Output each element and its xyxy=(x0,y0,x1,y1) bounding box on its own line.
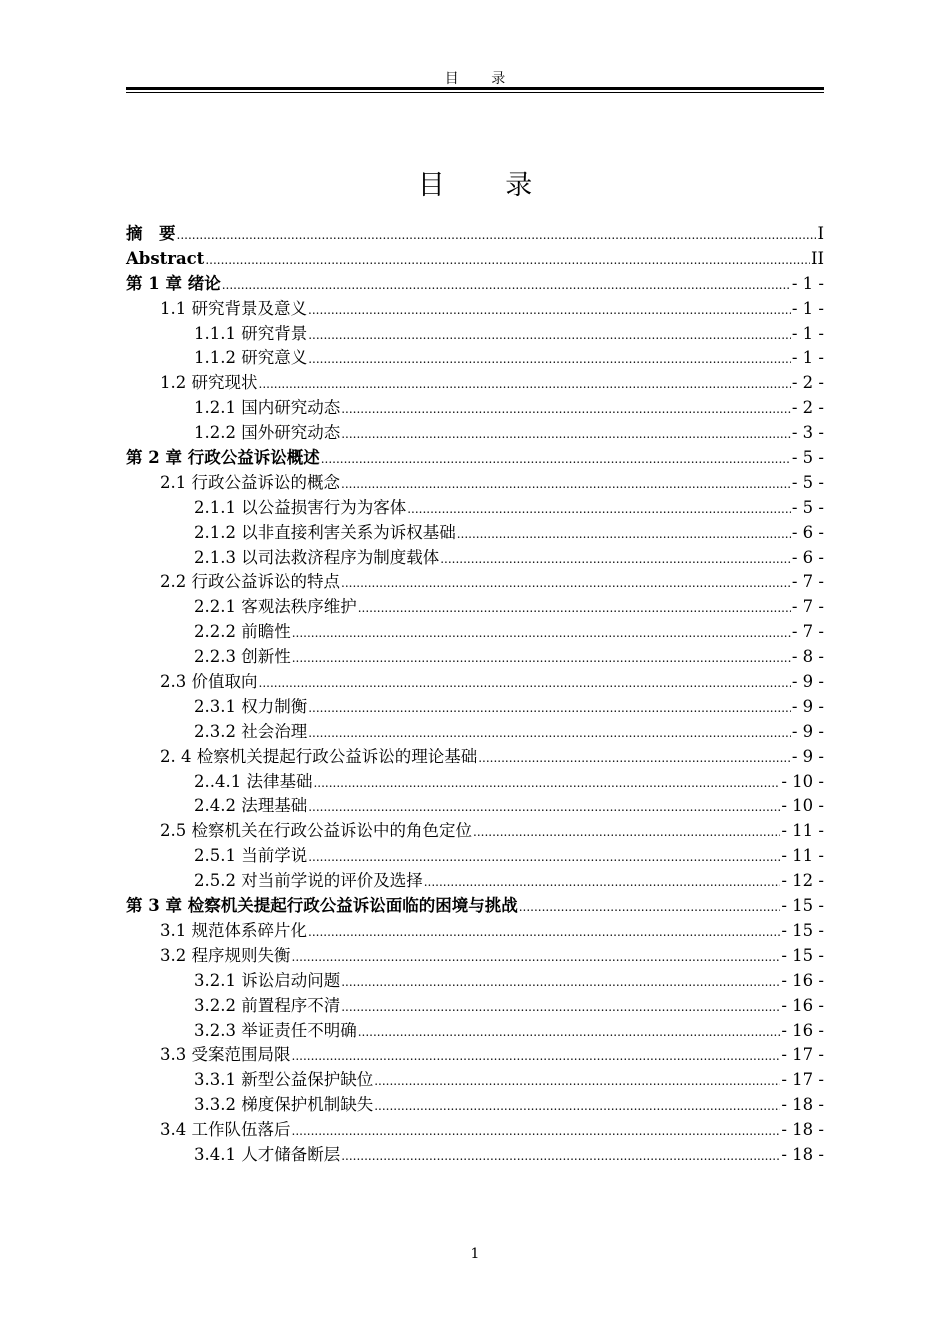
toc-leader-dots xyxy=(222,273,791,298)
toc-entry-page: I xyxy=(817,224,824,243)
toc-entry-label: 3.3 受案范围局限 xyxy=(160,1045,291,1065)
toc-entry-subsection[interactable] xyxy=(126,720,824,745)
toc-entry-subsection[interactable] xyxy=(126,844,824,869)
toc-leader-dots xyxy=(308,795,780,820)
toc-leader-dots xyxy=(308,721,791,746)
toc-entry-abstract-en[interactable] xyxy=(126,247,824,272)
toc-entry-label: 2.2.3 创新性 xyxy=(194,647,291,667)
toc-entry-page: - 16 - xyxy=(781,1020,824,1040)
toc-entry-label: 第 3 章 检察机关提起行政公益诉讼面临的困境与挑战 xyxy=(126,896,518,916)
toc-leader-dots xyxy=(292,1044,781,1069)
toc-entry-page: - 11 - xyxy=(781,846,824,866)
toc-entry-page: - 1 - xyxy=(791,348,824,368)
toc-entry-page: - 17 - xyxy=(781,1070,824,1090)
toc-entry-section[interactable] xyxy=(126,670,824,695)
toc-entry-subsection[interactable] xyxy=(126,396,824,421)
toc-entry-page: - 15 - xyxy=(781,896,824,916)
toc-entry-page: - 1 - xyxy=(791,273,824,293)
toc-leader-dots xyxy=(341,472,791,497)
toc-entry-page: - 7 - xyxy=(791,572,824,592)
toc-entry-subsection[interactable] xyxy=(126,969,824,994)
toc-entry-page: - 17 - xyxy=(781,1045,824,1065)
toc-entry-section[interactable] xyxy=(126,745,824,770)
toc-entry-subsection[interactable] xyxy=(126,1068,824,1093)
toc-leader-dots xyxy=(292,1119,781,1144)
toc-entry-label: 3.3.2 梯度保护机制缺失 xyxy=(194,1095,374,1115)
toc-leader-dots xyxy=(341,422,791,447)
toc-entry-page: - 5 - xyxy=(791,497,824,517)
toc-leader-dots xyxy=(308,920,780,945)
toc-leader-dots xyxy=(308,845,780,870)
header-rule-thin xyxy=(126,92,824,93)
toc-leader-dots xyxy=(177,223,817,248)
toc-entry-label: 2.1.2 以非直接利害关系为诉权基础 xyxy=(194,522,456,542)
toc-entry-label: 2.3.2 社会治理 xyxy=(194,721,308,741)
toc-leader-dots xyxy=(259,372,791,397)
toc-entry-section[interactable] xyxy=(126,371,824,396)
toc-entry-subsection[interactable] xyxy=(126,1019,824,1044)
toc-entry-section[interactable] xyxy=(126,944,824,969)
toc-entry-page: - 5 - xyxy=(791,448,824,468)
toc-leader-dots xyxy=(341,571,791,596)
toc-entry-section[interactable] xyxy=(126,471,824,496)
toc-leader-dots xyxy=(205,248,810,273)
toc-entry-subsection[interactable] xyxy=(126,421,824,446)
toc-entry-subsection[interactable] xyxy=(126,1093,824,1118)
toc-entry-page: - 18 - xyxy=(781,1120,824,1140)
toc-entry-label: 第 2 章 行政公益诉讼概述 xyxy=(126,448,320,468)
toc-leader-dots xyxy=(424,870,781,895)
toc-entry-label: 3.2.2 前置程序不清 xyxy=(194,995,341,1015)
toc-entry-page: - 1 - xyxy=(791,298,824,318)
toc-entry-subsection[interactable] xyxy=(126,994,824,1019)
toc-entry-subsection[interactable] xyxy=(126,346,824,371)
toc-leader-dots xyxy=(259,671,791,696)
toc-entry-label: 3.3.1 新型公益保护缺位 xyxy=(194,1070,374,1090)
toc-entry-abstract-cn[interactable] xyxy=(126,222,824,247)
toc-entry-section[interactable] xyxy=(126,570,824,595)
toc-leader-dots xyxy=(374,1094,780,1119)
toc-entry-page: - 15 - xyxy=(781,920,824,940)
toc-entry-subsection[interactable] xyxy=(126,521,824,546)
toc-entry-label: 摘 要 xyxy=(126,224,176,243)
toc-entry-page: - 1 - xyxy=(791,323,824,343)
toc-entry-subsection[interactable] xyxy=(126,322,824,347)
toc-entry-label: 3.2.1 诉讼启动问题 xyxy=(194,970,341,990)
toc-entry-page: - 6 - xyxy=(791,547,824,567)
toc-entry-label: 1.1.2 研究意义 xyxy=(194,348,308,368)
toc-entry-page: - 7 - xyxy=(791,597,824,617)
toc-leader-dots xyxy=(321,447,791,472)
table-of-contents xyxy=(126,222,824,1168)
toc-entry-subsection[interactable] xyxy=(126,496,824,521)
toc-entry-label: 2.5.2 对当前学说的评价及选择 xyxy=(194,871,423,891)
toc-leader-dots xyxy=(407,497,791,522)
toc-leader-dots xyxy=(440,547,791,572)
toc-entry-page: - 6 - xyxy=(791,522,824,542)
toc-entry-label: 3.2 程序规则失衡 xyxy=(160,945,291,965)
toc-entry-chapter-3[interactable] xyxy=(126,894,824,919)
toc-leader-dots xyxy=(358,1020,781,1045)
toc-entry-chapter-2[interactable] xyxy=(126,446,824,471)
toc-leader-dots xyxy=(341,397,791,422)
toc-entry-section[interactable] xyxy=(126,819,824,844)
toc-entry-page: - 18 - xyxy=(781,1144,824,1164)
toc-leader-dots xyxy=(457,522,791,547)
toc-leader-dots xyxy=(341,1144,780,1169)
toc-entry-label: 3.4 工作队伍落后 xyxy=(160,1120,291,1140)
toc-entry-label: 2.2 行政公益诉讼的特点 xyxy=(160,572,340,592)
toc-leader-dots xyxy=(374,1069,780,1094)
toc-leader-dots xyxy=(473,820,780,845)
toc-entry-page: - 9 - xyxy=(791,721,824,741)
toc-entry-page: - 18 - xyxy=(781,1095,824,1115)
toc-entry-page: - 7 - xyxy=(791,622,824,642)
toc-entry-page: - 16 - xyxy=(781,995,824,1015)
toc-entry-label: 2.3.1 权力制衡 xyxy=(194,696,308,716)
toc-leader-dots xyxy=(313,771,780,796)
toc-entry-subsection[interactable] xyxy=(126,620,824,645)
toc-entry-label: 1.2 研究现状 xyxy=(160,373,258,393)
toc-leader-dots xyxy=(292,646,791,671)
toc-leader-dots xyxy=(292,621,791,646)
page-number: 1 xyxy=(470,1246,480,1262)
toc-entry-page: - 5 - xyxy=(791,472,824,492)
toc-entry-label: 2. 4 检察机关提起行政公益诉讼的理论基础 xyxy=(160,746,478,766)
toc-entry-page: - 8 - xyxy=(791,647,824,667)
toc-entry-page: - 15 - xyxy=(781,945,824,965)
toc-leader-dots xyxy=(308,298,791,323)
toc-entry-label: Abstract xyxy=(126,248,205,268)
toc-entry-section[interactable] xyxy=(126,1118,824,1143)
running-header: 目 录 xyxy=(444,71,520,87)
toc-leader-dots xyxy=(308,347,791,372)
toc-entry-page: - 2 - xyxy=(791,398,824,418)
toc-entry-page: - 9 - xyxy=(791,696,824,716)
toc-leader-dots xyxy=(308,696,791,721)
toc-leader-dots xyxy=(292,945,781,970)
toc-entry-label: 3.2.3 举证责任不明确 xyxy=(194,1020,357,1040)
toc-entry-subsection[interactable] xyxy=(126,645,824,670)
toc-entry-label: 2.4.2 法理基础 xyxy=(194,796,308,816)
toc-entry-label: 1.1 研究背景及意义 xyxy=(160,298,307,318)
toc-entry-page: - 9 - xyxy=(791,746,824,766)
toc-entry-page: - 12 - xyxy=(781,871,824,891)
toc-entry-chapter-1[interactable] xyxy=(126,272,824,297)
toc-entry-subsection[interactable] xyxy=(126,770,824,795)
toc-leader-dots xyxy=(519,895,781,920)
toc-entry-section[interactable] xyxy=(126,919,824,944)
toc-entry-page: - 10 - xyxy=(781,796,824,816)
toc-entry-page: - 2 - xyxy=(791,373,824,393)
toc-entry-label: 2.2.2 前瞻性 xyxy=(194,622,291,642)
toc-entry-page: - 11 - xyxy=(781,821,824,841)
toc-entry-label: 2..4.1 法律基础 xyxy=(194,771,313,791)
toc-entry-page: - 10 - xyxy=(781,771,824,791)
toc-entry-page: II xyxy=(810,248,824,268)
page-title: 目 录 xyxy=(417,170,559,201)
toc-entry-subsection[interactable] xyxy=(126,869,824,894)
toc-entry-section[interactable] xyxy=(126,297,824,322)
toc-entry-label: 第 1 章 绪论 xyxy=(126,273,221,293)
toc-entry-label: 3.4.1 人才储备断层 xyxy=(194,1144,341,1164)
toc-entry-subsection[interactable] xyxy=(126,1143,824,1168)
header-rule-thick xyxy=(126,87,824,90)
toc-entry-label: 1.2.1 国内研究动态 xyxy=(194,398,341,418)
toc-entry-label: 2.1.1 以公益损害行为为客体 xyxy=(194,497,407,517)
toc-entry-label: 2.3 价值取向 xyxy=(160,672,258,692)
toc-entry-label: 2.5 检察机关在行政公益诉讼中的角色定位 xyxy=(160,821,472,841)
toc-entry-subsection[interactable] xyxy=(126,546,824,571)
toc-entry-page: - 9 - xyxy=(791,672,824,692)
toc-entry-label: 3.1 规范体系碎片化 xyxy=(160,920,307,940)
toc-entry-label: 2.1 行政公益诉讼的概念 xyxy=(160,472,340,492)
toc-leader-dots xyxy=(308,323,791,348)
toc-entry-subsection[interactable] xyxy=(126,695,824,720)
toc-leader-dots xyxy=(478,746,791,771)
toc-leader-dots xyxy=(341,995,780,1020)
toc-entry-section[interactable] xyxy=(126,1043,824,1068)
toc-entry-label: 2.5.1 当前学说 xyxy=(194,846,308,866)
toc-entry-page: - 3 - xyxy=(791,423,824,443)
toc-leader-dots xyxy=(358,596,791,621)
toc-entry-label: 1.1.1 研究背景 xyxy=(194,323,308,343)
toc-entry-label: 1.2.2 国外研究动态 xyxy=(194,423,341,443)
toc-entry-label: 2.1.3 以司法救济程序为制度载体 xyxy=(194,547,440,567)
toc-leader-dots xyxy=(341,970,780,995)
toc-entry-subsection[interactable] xyxy=(126,595,824,620)
toc-entry-subsection[interactable] xyxy=(126,794,824,819)
toc-entry-label: 2.2.1 客观法秩序维护 xyxy=(194,597,357,617)
toc-entry-page: - 16 - xyxy=(781,970,824,990)
